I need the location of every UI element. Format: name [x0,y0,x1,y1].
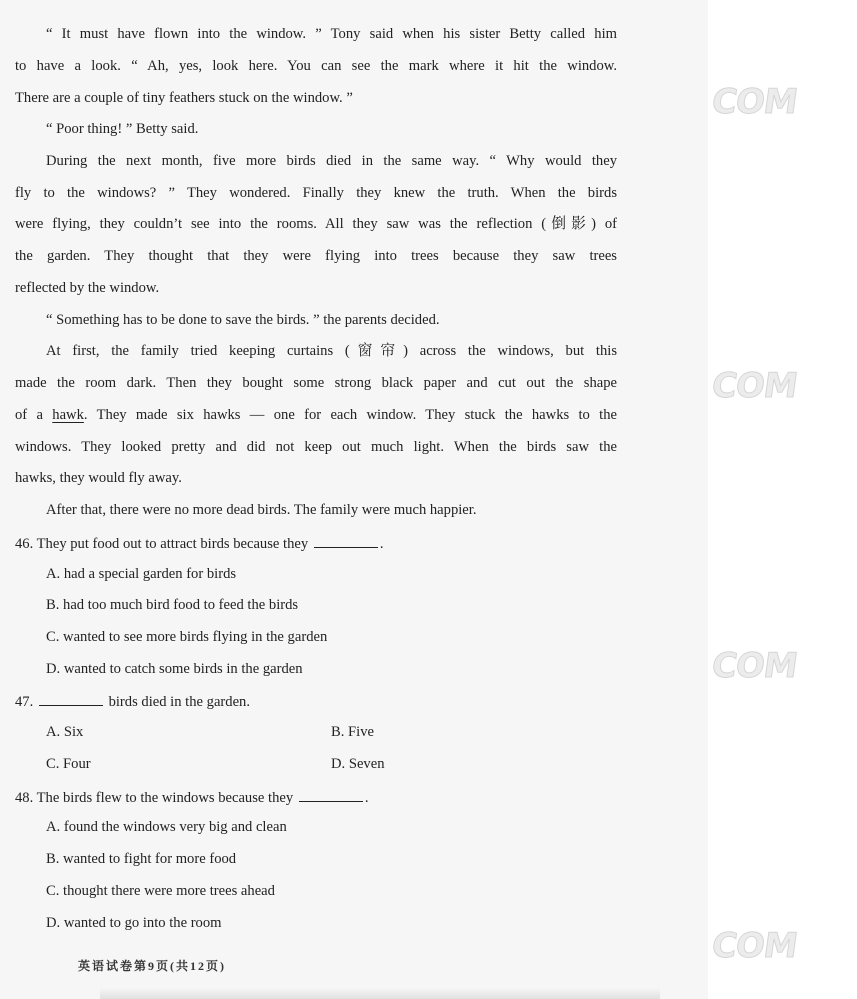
question-47-option-d: D. Seven [331,756,385,772]
passage-line: After that, there were no more dead birds. The family were much happier. [46,502,477,518]
passage-line: There are a couple of tiny feathers stuck on the window. ” [15,90,353,106]
answer-blank [314,532,378,548]
question-46-option-a: A. had a special garden for birds [46,566,237,582]
passage-line: During the next month, five more birds died in the same way. “ Why would they [46,153,617,169]
passage-line: reflected by the window. [15,280,160,296]
question-47-stem: 47. birds died in the garden. [15,690,250,712]
watermark-logo: COM [709,646,800,686]
question-48-option-d: D. wanted to go into the room [46,915,222,931]
passage-line: to have a look. “ Ah, yes, look here. You can see the mark where it hit the window. [15,58,617,74]
question-47-option-a: A. Six [46,724,84,740]
question-47-option-c: C. Four [46,756,91,772]
hawk-line-after: . They made six hawks — one for each window. They stuck the hawks to the [83,407,617,423]
passage-line: hawks, they would fly away. [15,470,182,486]
passage-line-hawk [15,405,617,425]
passage-line: made the room dark. Then they bought some strong black paper and cut out the shape [15,375,617,391]
passage-line: “ Poor thing! ” Betty said. [46,121,199,137]
question-47-option-b: B. Five [331,724,374,740]
hawk-line-before: of a [15,407,53,423]
watermark-logo: COM [709,926,800,966]
question-46-option-d: D. wanted to catch some birds in the garden [46,661,303,677]
passage-line: “ Something has to be done to save the birds. ” the parents decided. [46,312,440,328]
passage-line: were flying, they couldn’t see into the rooms. All they saw was the reflection (倒影) of [15,216,617,232]
passage-line: the garden. They thought that they were flying into trees because they saw trees [15,248,617,264]
passage-line: “ It must have flown into the window. ” Tony said when his sister Betty called him [46,26,617,42]
scan-smudge [100,988,660,999]
question-48-option-a: A. found the windows very big and clean [46,819,287,835]
passage-line: windows. They looked pretty and did not keep out much light. When the birds saw the [15,439,617,455]
watermark-logo: COM [709,82,800,122]
watermark-logo: COM [709,366,800,406]
question-46-option-c: C. wanted to see more birds flying in the garden [46,629,328,645]
page-footer: 英语试卷第9页(共12页) [78,959,226,973]
question-48-option-c: C. thought there were more trees ahead [46,883,275,899]
question-46-option-b: B. had too much bird food to feed the birds [46,597,299,613]
passage-line: fly to the windows? ” They wondered. Finally they knew the truth. When the birds [15,185,617,201]
answer-blank [39,690,103,706]
answer-blank [299,786,363,802]
hawk-word: hawk [52,407,84,423]
question-48-stem: 48. The birds flew to the windows because they . [15,786,368,808]
question-46-stem: 46. They put food out to attract birds because they . [15,532,383,554]
question-48-option-b: B. wanted to fight for more food [46,851,237,867]
passage-line: At first, the family tried keeping curtains (窗帘) across the windows, but this [46,343,617,359]
